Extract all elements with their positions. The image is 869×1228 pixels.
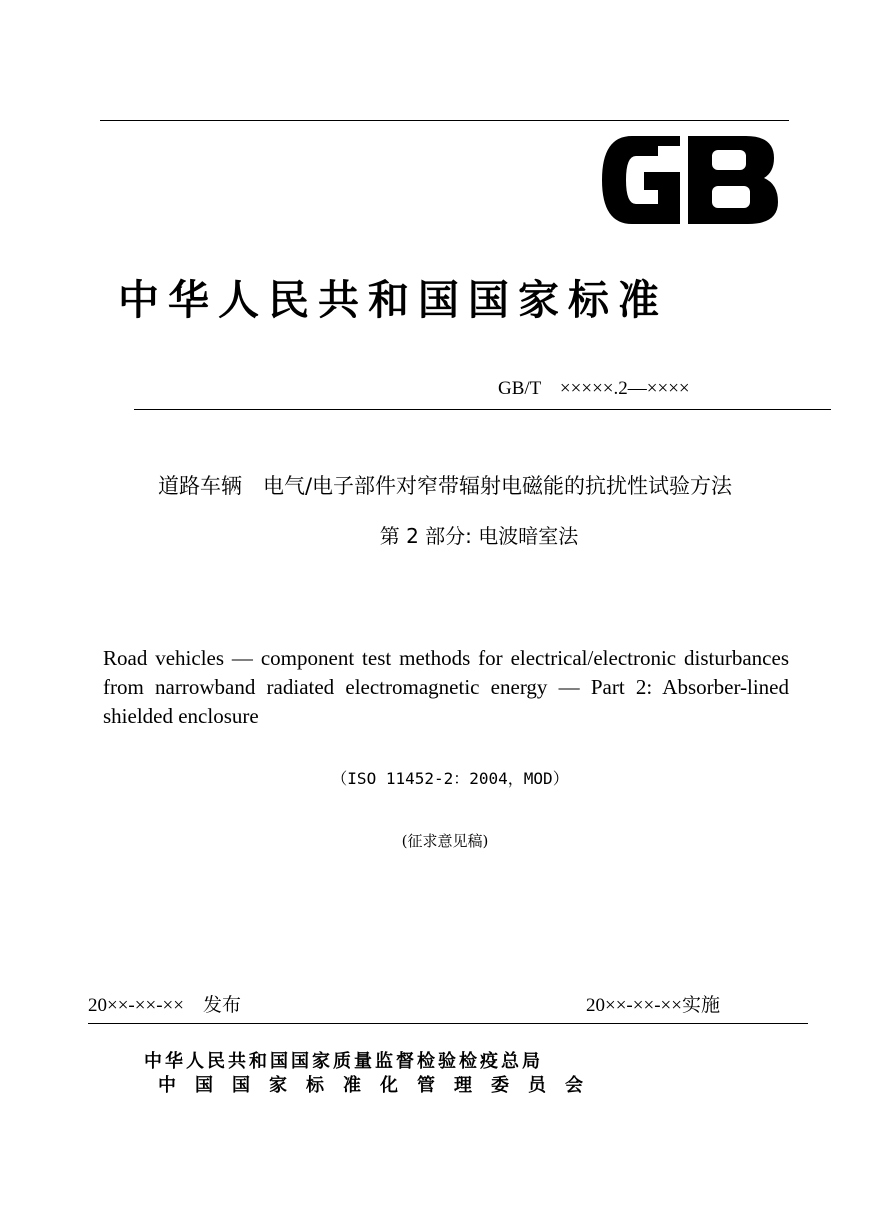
chinese-subtitle: 第 2 部分: 电波暗室法 bbox=[379, 524, 579, 548]
iso-reference: （ISO 11452-2：2004，MOD） bbox=[331, 769, 569, 788]
dates-rule bbox=[88, 1023, 808, 1024]
issuer-line-1: 中华人民共和国国家质量监督检验检疫总局 bbox=[144, 1051, 543, 1072]
top-rule bbox=[100, 120, 789, 121]
standard-code: GB/T ×××××.2—×××× bbox=[498, 378, 690, 399]
implement-date: 20××-××-××实施 bbox=[586, 995, 720, 1016]
issuer-line-2: 中国国家标准化管理委员会 bbox=[158, 1075, 602, 1096]
code-rule bbox=[134, 409, 831, 410]
english-title: Road vehicles — component test methods for electrical/electronic disturbances from narrowband radiated electromagnetic energy — Part 2: Absorber-lined shielded enclosure bbox=[103, 646, 789, 728]
gb-logo bbox=[596, 128, 784, 232]
publish-date: 20××-××-×× 发布 bbox=[88, 995, 241, 1016]
draft-note: (征求意见稿) bbox=[401, 832, 489, 850]
chinese-title: 道路车辆 电气/电子部件对窄带辐射电磁能的抗扰性试验方法 bbox=[157, 474, 733, 498]
standard-type-title: 中华人民共和国国家标准 bbox=[118, 276, 668, 324]
